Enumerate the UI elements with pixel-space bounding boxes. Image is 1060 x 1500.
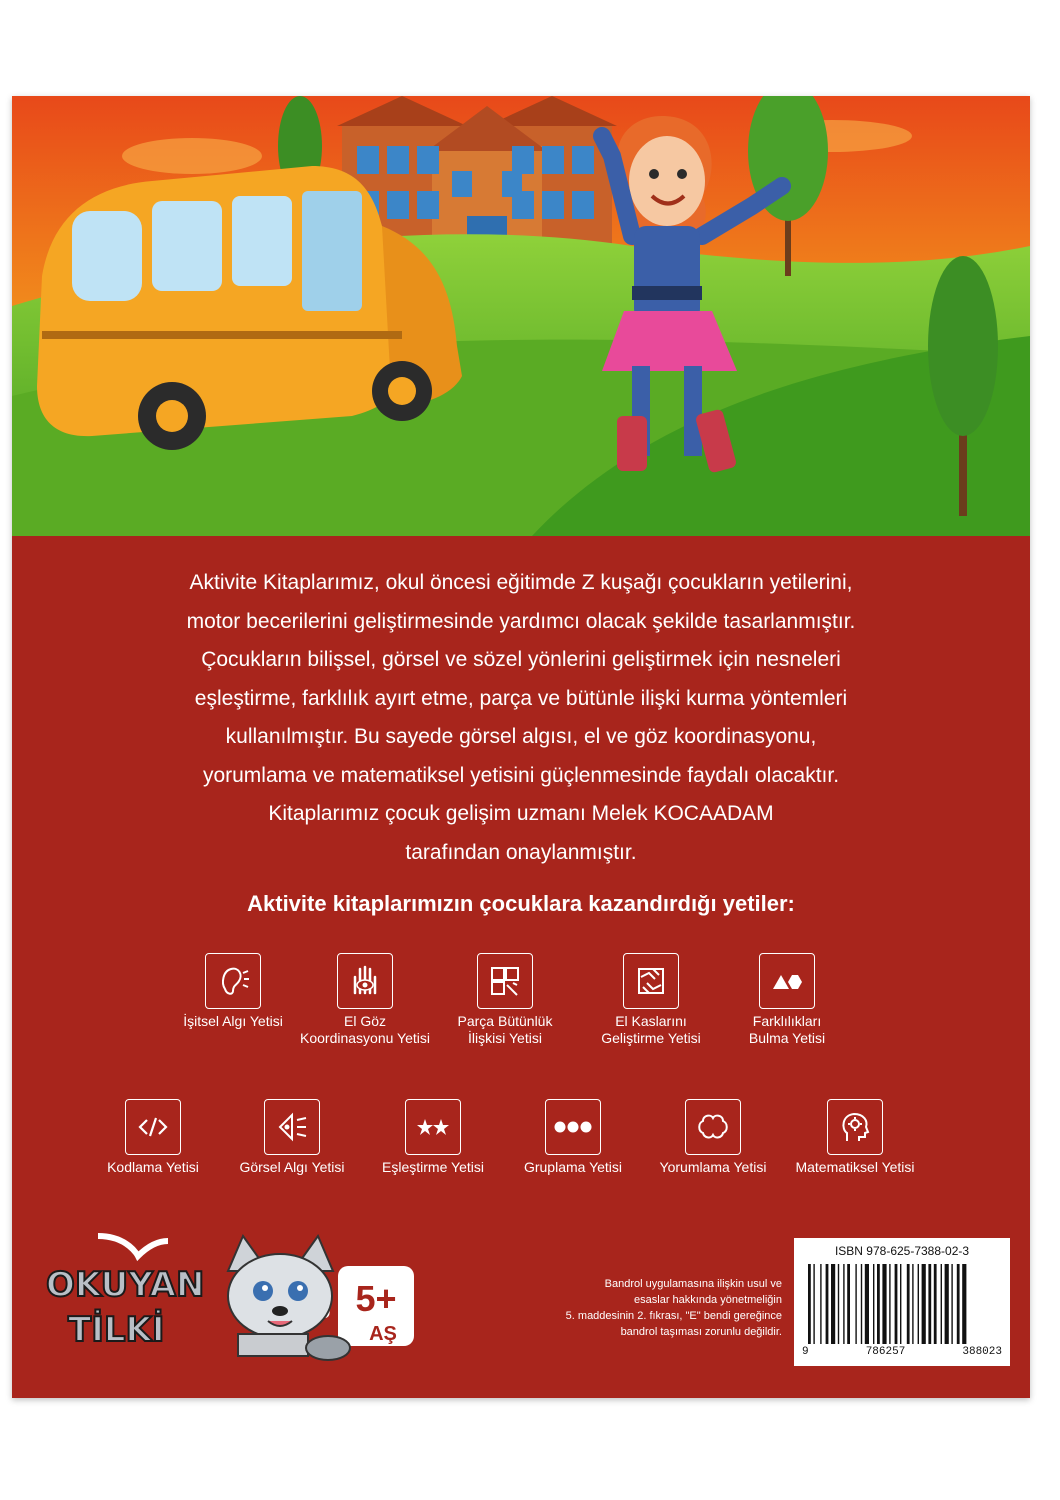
barcode-digit-group: 9 xyxy=(802,1346,809,1358)
legal-line: esaslar hakkında yönetmeliğin xyxy=(634,1294,782,1306)
legal-line: bandrol taşıması zorunlu değildir. xyxy=(620,1326,782,1338)
description-line: eşleştirme, farklılık ayırt etme, parça ve bütünle ilişki kurma yöntemleri xyxy=(194,686,848,710)
skill-item-farkliliklari-bulma xyxy=(712,953,862,1047)
stars-icon xyxy=(405,1099,461,1155)
skill-label: Matematiksel Yetisi xyxy=(795,1159,915,1175)
skill-label: İşitsel Algı Yetisi xyxy=(183,1013,283,1029)
barcode-bar xyxy=(934,1264,937,1344)
barcode-bar xyxy=(941,1264,942,1344)
legal-notice xyxy=(482,1276,782,1340)
skills-heading: Aktivite kitaplarımızın çocuklara kazandırdığı yetiler: xyxy=(247,891,795,916)
skill-label: Gruplama Yetisi xyxy=(523,1159,623,1175)
barcode-digit-group: 786257 xyxy=(865,1346,906,1358)
barcode-bar xyxy=(922,1264,926,1344)
skill-label: Görsel Algı Yetisi xyxy=(239,1159,345,1175)
barcode-bar xyxy=(855,1264,856,1344)
description-text xyxy=(42,564,1000,872)
isbn-barcode-panel xyxy=(794,1238,1010,1366)
skill-item-eslestirme xyxy=(358,1099,508,1176)
barcode-bar xyxy=(826,1264,829,1344)
book-back-cover xyxy=(12,96,1030,1398)
description-line: tarafından onaylanmıştır. xyxy=(405,840,637,864)
code-icon xyxy=(125,1099,181,1155)
cover-illustration xyxy=(12,96,1030,536)
shapes-icon xyxy=(759,953,815,1009)
ear-icon xyxy=(205,953,261,1009)
skill-item-el-kaslari xyxy=(576,953,726,1047)
barcode-bar xyxy=(900,1264,901,1344)
barcode-bar xyxy=(912,1264,913,1344)
age-suffix: AŞ xyxy=(369,1323,397,1345)
barcode-bar xyxy=(945,1264,949,1344)
barcode-bar xyxy=(847,1264,850,1344)
head-gear-icon xyxy=(827,1099,883,1155)
description-line: Aktivite Kitaplarımız, okul öncesi eğitimde Z kuşağı çocukların yetilerini, xyxy=(189,571,853,594)
skill-item-yorumlama xyxy=(638,1099,788,1176)
skill-label: Farklılıkları Bulma Yetisi xyxy=(748,1013,826,1046)
barcode-bar xyxy=(861,1264,862,1344)
barcode-bar xyxy=(831,1264,835,1344)
barcode-bar xyxy=(907,1264,910,1344)
skill-label: Yorumlama Yetisi xyxy=(659,1159,767,1175)
description-line: Çocukların bilişsel, görsel ve sözel yönlerini geliştirmek için nesneleri xyxy=(201,648,841,671)
legal-line: Bandrol uygulamasına ilişkin usul ve xyxy=(604,1278,782,1290)
barcode-bar xyxy=(962,1264,966,1344)
barcode xyxy=(806,1264,998,1344)
barcode-bar xyxy=(877,1264,880,1344)
skill-item-gorsel-algi xyxy=(217,1099,367,1176)
barcode-bar xyxy=(808,1264,811,1344)
skill-item-kodlama xyxy=(78,1099,228,1176)
fox-mascot xyxy=(228,1236,350,1360)
hands-icon xyxy=(623,953,679,1009)
publisher-logo xyxy=(28,1216,428,1366)
barcode-digit-group: 388023 xyxy=(962,1346,1002,1358)
barcode-bar xyxy=(882,1264,886,1344)
hand-eye-icon xyxy=(337,953,393,1009)
skill-label: Kodlama Yetisi xyxy=(107,1159,199,1175)
barcode-bar xyxy=(813,1264,814,1344)
skill-item-parca-butunluk xyxy=(430,953,580,1047)
skill-item-matematiksel xyxy=(780,1099,930,1176)
barcode-bar xyxy=(820,1264,821,1344)
skill-label: El Kaslarını Geliştirme Yetisi xyxy=(601,1013,701,1046)
description-line: Kitaplarımız çocuk gelişim uzmanı Melek KOCAADAM xyxy=(268,802,774,825)
barcode-bar xyxy=(838,1264,839,1344)
barcode-bar xyxy=(895,1264,898,1344)
skill-label: El Göz Koordinasyonu Yetisi xyxy=(300,1013,430,1046)
barcode-bar xyxy=(951,1264,952,1344)
description-line: motor becerilerini geliştirmesinde yardımcı olacak şekilde tasarlanmıştır. xyxy=(186,609,856,633)
barcode-bar xyxy=(957,1264,960,1344)
barcode-digits xyxy=(802,1346,1002,1358)
age-badge: 5+ xyxy=(355,1278,397,1319)
legal-line: 5. maddesinin 2. fıkrası, "E" bendi gereğince xyxy=(565,1310,782,1322)
description-line: kullanılmıştır. Bu sayede görsel algısı, el ve göz koordinasyonu, xyxy=(225,725,817,748)
barcode-bar xyxy=(843,1264,844,1344)
barcode-bar xyxy=(889,1264,890,1344)
skill-item-gruplama xyxy=(498,1099,648,1176)
isbn-number: ISBN 978-625-7388-02-3 xyxy=(834,1244,970,1258)
barcode-bar xyxy=(928,1264,931,1344)
barcode-bar xyxy=(918,1264,919,1344)
brain-icon xyxy=(685,1099,741,1155)
visual-icon xyxy=(264,1099,320,1155)
barcode-bar xyxy=(865,1264,869,1344)
skill-item-isitsel-algi xyxy=(158,953,308,1030)
skill-label: Eşleştirme Yetisi xyxy=(382,1159,484,1175)
dots-icon xyxy=(545,1099,601,1155)
skill-label: Parça Bütünlük İlişkisi Yetisi xyxy=(457,1013,553,1046)
logo-line-2: TİLKİ xyxy=(68,1310,165,1350)
description-line: yorumlama ve matematiksel yetisini güçlenmesinde faydalı olacaktır. xyxy=(202,763,840,787)
logo-line-1: OKUYAN xyxy=(46,1265,205,1305)
puzzle-icon xyxy=(477,953,533,1009)
barcode-bar xyxy=(873,1264,874,1344)
skill-item-el-goz xyxy=(290,953,440,1047)
